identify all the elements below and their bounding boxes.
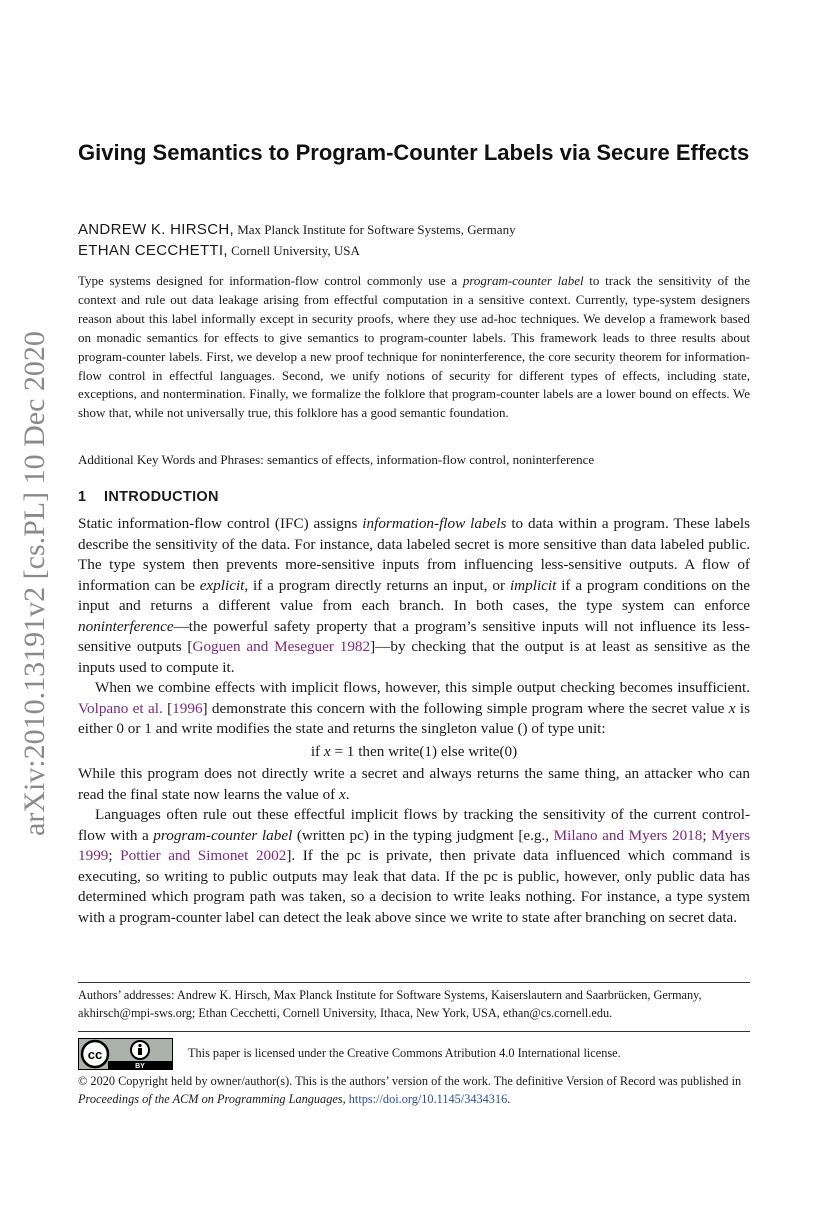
equation: if x = 1 then write(1) else write(0) [310,742,518,760]
by-badge-text: BY [135,1063,145,1070]
arxiv-stamp-text: arXiv:2010.13191v2 [cs.PL] 10 Dec 2020 [18,331,51,836]
venue-name: Proceedings of the ACM on Programming Languages [78,1092,343,1106]
arxiv-stamp [10,240,54,840]
author-entry [78,240,750,261]
author-affiliation: Max Planck Institute for Software Systems, Germany [237,222,516,237]
section-number: 1 [78,489,87,505]
paragraph: Static information-flow control (IFC) assigns information-flow labels to data within a program. These labels describe the sensitivity of the data. For instance, data labeled secret is more sensitive than data labeled public. The type system then prevents more-sensitive inputs from influencing less-sensitive outputs. A flow of information can be explicit, if a program directly returns an input, or implicit if a program conditions on the input and returns a different value from each branch. In both cases, the type system can enforce noninterference—the powerful safety property that a program’s sensitive inputs will not influence its less-sensitive outputs [Goguen and Meseguer 1982]—by checking that the output is at least as sensitive as the inputs used to compute it. [78,515,750,676]
doi-link[interactable]: https://doi.org/10.1145/3434316 [348,1092,508,1106]
citation-link[interactable]: Goguen and Meseguer 1982 [192,638,371,655]
citation-link[interactable]: Milano and Myers 2018 [553,826,703,844]
section-heading [78,489,219,505]
citation-link[interactable]: 1996 [172,699,203,717]
paragraph: Languages often rule out these effectful implicit flows by tracking the sensitivity of the current control-flow with a program-counter label (written pc) in the typing judgment [e.g., Milano and Myers 2018; Myers 1999; Pottier and Simonet 2002]. If the pc is private, then private data influenced which command is executing, so writing to public outputs may leak that data. If the pc is public, however, only public data has determined which program path was taken, so a decision to write leaks nothing. For instance, a type system with a program-counter label can detect the leak above since we write to state after branching on secret data. [78,806,750,926]
paragraph: When we combine effects with implicit flows, however, this simple output checking becomes insufficient. Volpano et al. [1996] demonstrate this concern with the following simple program where the secret value x is either 0 or 1 and write modifies the state and returns the singleton value () of type unit: [78,679,751,737]
author-name: ANDREW K. HIRSCH, [78,221,234,238]
paragraph: While this program does not directly write a secret and always returns the same thing, an attacker who can read the final state now learns the value of x. [78,765,750,803]
cc-badge-text: cc [87,1047,103,1062]
author-entry [78,219,750,240]
author-affiliation: Cornell University, USA [231,243,360,258]
author-addresses: Authors’ addresses: Andrew K. Hirsch, Max Planck Institute for Software Systems, Kaiserslautern and Saarbrücken, Germany, akhirsch@mpi-sws.org; Ethan Cecchetti, Cornell University, Ithaca, New York, USA, ethan@cs.cornell.edu. [78,988,702,1020]
keywords: Additional Key Words and Phrases: semantics of effects, information-flow control, noninterference [78,452,595,467]
copyright-notice: © 2020 Copyright held by owner/author(s). This is the authors’ version of the work. The definitive Version of Record was published in Proceedings of the ACM on Programming Languages, https://doi.org/10.1145/3434316. [78,1074,742,1106]
citation-link[interactable]: Volpano et al. [78,699,163,717]
abstract: Type systems designed for information-flow control commonly use a program-counter label to track the sensitivity of the context and rule out data leakage arising from effectful computation in a sensitive context. Currently, type-system designers reason about this label informally except in security proofs, where they use ad-hoc techniques. We develop a framework based on monadic semantics for effects to give semantics to program-counter labels. This framework leads to three results about program-counter labels. First, we develop a new proof technique for noninterference, the core security theorem for information-flow control in effectful languages. Second, we unify notions of security for different types of effects, including state, exceptions, and nontermination. Finally, we formalize the folklore that program-counter labels are a lower bound on effects. We show that, while not universally true, this folklore has a good semantic foundation. [78,273,750,421]
author-name: ETHAN CECCHETTI, [78,242,228,259]
citation-link[interactable]: Pottier and Simonet 2002 [120,847,287,864]
paper-title: Giving Semantics to Program-Counter Labels via Secure Effects [78,140,750,165]
author-list [78,219,750,261]
footnote-divider [78,982,750,983]
section-title: INTRODUCTION [104,489,219,505]
license-divider [78,1031,750,1032]
license-text: This paper is licensed under the Creative Commons Atribution 4.0 International license. [188,1046,621,1060]
citation-link[interactable]: Myers 1999 [78,826,750,864]
cc-by-license-icon [78,1038,173,1070]
body-text [78,514,750,928]
